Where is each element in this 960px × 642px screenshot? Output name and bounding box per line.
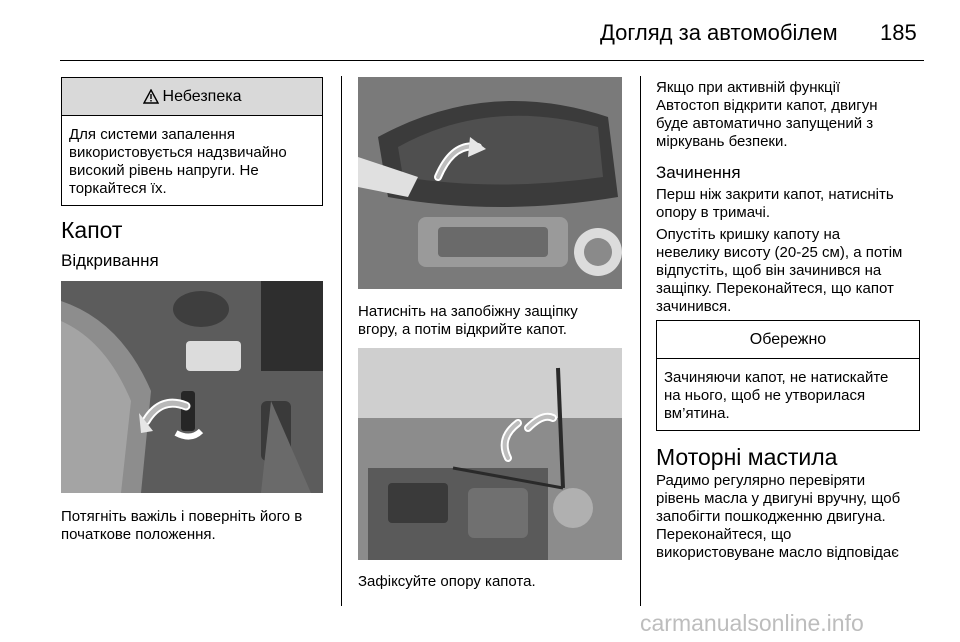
closing-line: Опустіть кришку капоту на [656, 226, 841, 243]
page-header-title: Догляд за автомобілем [600, 20, 838, 45]
column-divider-left [341, 76, 342, 606]
opening-subheading: Відкривання [61, 251, 159, 270]
autostop-line: Автостоп відкрити капот, двигун [656, 97, 878, 114]
closing-line: невелику висоту (20-25 см), а потім [656, 244, 903, 261]
warning-box-title: Небезпека [162, 87, 242, 105]
closing-line: відпустіть, щоб він зачинився на [656, 262, 882, 279]
closing-line: зачинився. [656, 298, 732, 315]
closing-paragraph-1 [656, 186, 894, 222]
oil-line: Радимо регулярно перевіряти [656, 472, 866, 489]
warning-box-header [62, 78, 322, 116]
watermark: carmanualsonline.info [640, 610, 864, 636]
warning-box [61, 77, 323, 206]
caution-line: на нього, щоб не утворилася [664, 387, 866, 404]
warning-triangle-icon [143, 89, 159, 104]
autostop-paragraph [656, 79, 878, 151]
header-rule [60, 60, 924, 61]
column-divider-right [640, 76, 641, 606]
oil-line: використовуване масло відповідає [656, 544, 899, 561]
oil-line: Переконайтеся, що [656, 526, 792, 543]
closing-paragraph-2 [656, 226, 902, 316]
oil-line: запобігти пошкодженню двигуна. [656, 508, 886, 525]
latch-caption [358, 303, 578, 339]
warning-box-body [62, 116, 322, 198]
warning-line: Для системи запалення [69, 126, 235, 143]
autostop-line: міркувань безпеки. [656, 133, 788, 150]
closing-line: защіпку. Переконайтеся, що капот [656, 280, 894, 297]
caution-box [656, 320, 920, 431]
hood-release-lever-image [61, 281, 323, 493]
autostop-line: Якщо при активній функції [656, 79, 841, 96]
lever-caption [61, 508, 302, 544]
lever-caption-line: Потягніть важіль і поверніть його в [61, 508, 303, 525]
caution-box-body [657, 359, 919, 423]
caution-line: вм’ятина. [664, 405, 730, 422]
warning-line: торкайтеся їх. [69, 180, 167, 197]
hood-heading: Капот [61, 217, 123, 243]
engine-oil-heading: Моторні мастила [656, 444, 838, 470]
lever-caption-line: початкове положення. [61, 526, 216, 543]
closing-line: опору в тримачі. [656, 204, 771, 221]
closing-subheading: Зачинення [656, 163, 741, 182]
warning-line: використовується надзвичайно [69, 144, 287, 161]
autostop-line: буде автоматично запущений з [656, 115, 874, 132]
closing-line: Перш ніж закрити капот, натисніть [656, 186, 894, 203]
engine-oil-paragraph [656, 472, 900, 562]
latch-caption-line: вгору, а потім відкрийте капот. [358, 321, 567, 338]
prop-caption: Зафіксуйте опору капота. [358, 573, 536, 590]
oil-line: рівень масла у двигуні вручну, щоб [656, 490, 901, 507]
hood-latch-image [358, 77, 622, 289]
hood-prop-image [358, 348, 622, 560]
warning-line: високий рівень напруги. Не [69, 162, 259, 179]
caution-box-header: Обережно [657, 321, 919, 359]
page-number: 185 [880, 20, 917, 45]
caution-line: Зачиняючи капот, не натискайте [664, 369, 889, 386]
latch-caption-line: Натисніть на запобіжну защіпку [358, 303, 578, 320]
